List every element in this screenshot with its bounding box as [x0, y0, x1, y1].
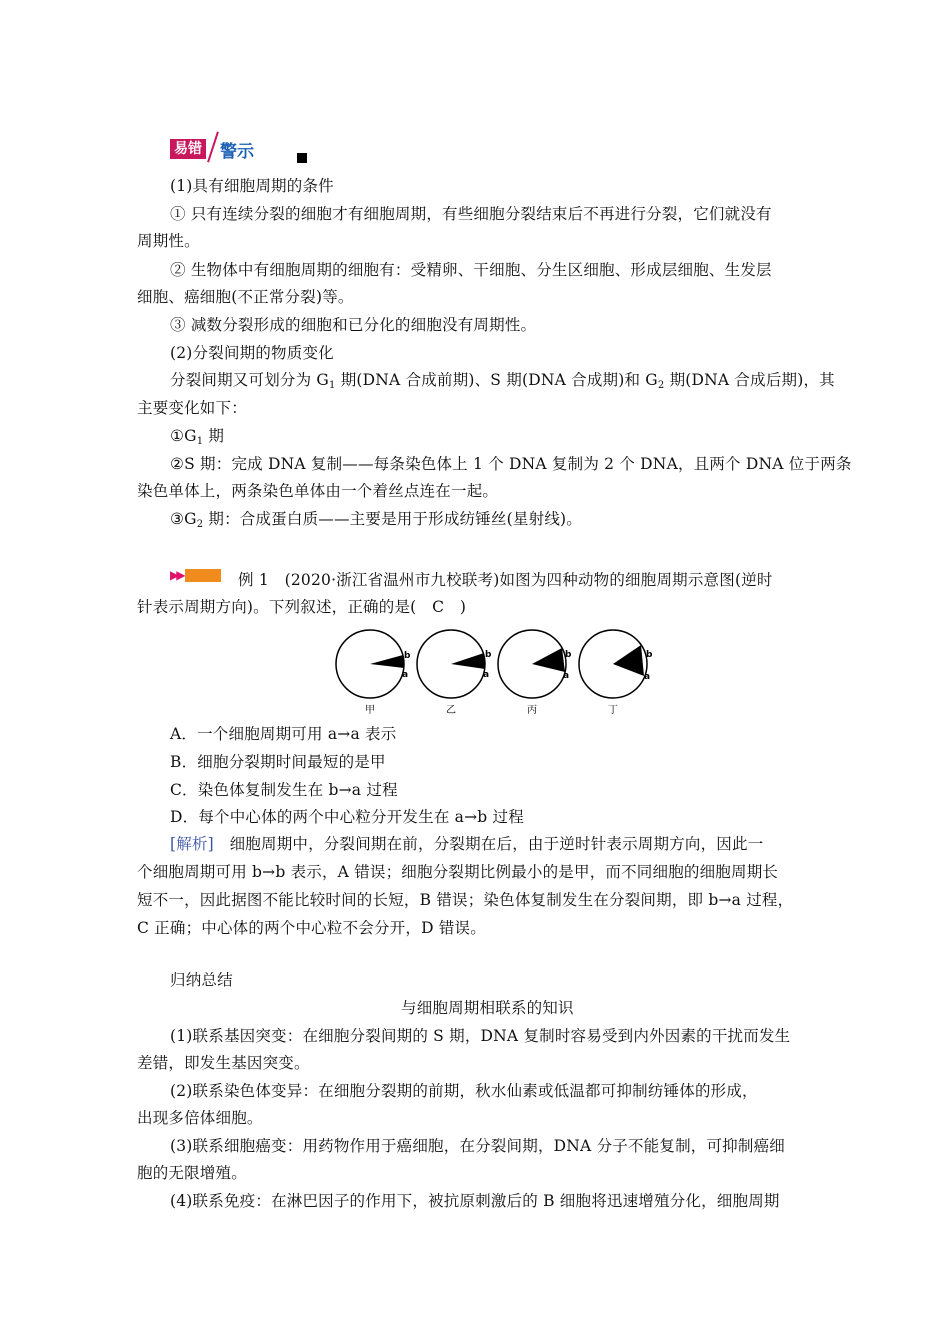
analysis-line-3: 短不一，因此据图不能比较时间的长短，B 错误；染色体复制发生在分裂间期，即 b→a 过程， [137, 891, 794, 909]
option-a: A．一个细胞周期可用 a→a 表示 [170, 725, 397, 743]
summary-line-4a: (4)联系免疫：在淋巴因子的作用下，被抗原刺激后的 B 细胞将迅速增殖分化，细胞周期 [170, 1192, 780, 1210]
summary-line-3b: 胞的无限增殖。 [137, 1164, 247, 1182]
warning-p4b: 主要变化如下： [137, 399, 247, 417]
warning-p3: ③ 减数分裂形成的细胞和已分化的细胞没有周期性。 [170, 316, 537, 334]
analysis-tag: [解析] [170, 835, 214, 853]
example-line-2: 针表示周期方向)。下列叙述，正确的是( C ) [137, 598, 467, 616]
example-line-1: 例 1 (2020·浙江省温州市九校联考)如图为四种动物的细胞周期示意图(逆时 [238, 571, 773, 589]
warning-p1a: ① 只有连续分裂的细胞才有细胞周期，有些细胞分裂结束后不再进行分裂，它们就没有 [170, 205, 772, 223]
warning-g1: $①G_1$ 期 [170, 427, 225, 447]
label-a: a [483, 670, 490, 680]
analysis-line-4: C 正确；中心体的两个中心粒不会分开，D 错误。 [137, 919, 486, 937]
warning-heading-1: (1)具有细胞周期的条件 [170, 177, 334, 195]
label-jia: 甲 [365, 705, 375, 716]
cycle-circle-bing [498, 630, 572, 716]
analysis-line-1: [解析] 细胞周期中，分裂间期在前，分裂期在后，由于逆时针表示周期方向，因此一 [170, 835, 764, 853]
warning-s1: ②S 期：完成 DNA 复制——每条染色体上 1 个 DNA 复制为 2 个 DNA，且两个 DNA 位于两条 [170, 455, 852, 473]
cycle-circle-jia [336, 630, 411, 716]
summary-heading: 归纳总结 [170, 971, 233, 989]
label-ding: 丁 [608, 705, 618, 716]
summary-line-3a: (3)联系细胞癌变：用药物作用于癌细胞，在分裂间期，DNA 分子不能复制，可抑制癌细 [170, 1137, 785, 1155]
option-b: B．细胞分裂期时间最短的是甲 [170, 753, 386, 771]
option-d: D．每个中心体的两个中心粒分开发生在 a→b 过程 [170, 808, 524, 826]
label-b: b [565, 650, 572, 660]
warning-badge-pink: 易错 [170, 139, 206, 159]
label-yi: 乙 [446, 705, 456, 716]
summary-line-2a: (2)联系染色体变异：在细胞分裂期的前期，秋水仙素或低温都可抑制纺锤体的形成， [170, 1082, 758, 1100]
warning-g2: $③G_2$ 期：合成蛋白质——主要是用于形成纺锤丝(星射线)。 [170, 510, 582, 530]
cell-cycle-figure [330, 624, 660, 719]
label-a: a [644, 672, 651, 682]
warning-heading-2: (2)分裂间期的物质变化 [170, 344, 334, 362]
warning-s2: 染色单体上，两条染色单体由一个着丝点连在一起。 [137, 482, 499, 500]
example-marker [170, 568, 221, 582]
summary-line-1a: (1)联系基因突变：在细胞分裂间期的 S 期，DNA 复制时容易受到内外因素的干扰而发生 [170, 1027, 791, 1045]
badge-slash-icon [208, 135, 218, 163]
orange-bar-icon [185, 569, 221, 582]
cycle-circle-yi [417, 630, 492, 716]
label-bing: 丙 [527, 705, 537, 716]
warning-p2b: 细胞、癌细胞(不正常分裂)等。 [137, 288, 354, 306]
analysis-line-2: 个细胞周期可用 b→b 表示，A 错误；细胞分裂期比例最小的是甲，而不同细胞的细胞周期长 [137, 863, 779, 881]
double-arrow-icon: ▶▶ [170, 568, 183, 582]
warning-badge [170, 138, 254, 160]
warning-p1b: 周期性。 [137, 232, 200, 250]
summary-line-2b: 出现多倍体细胞。 [137, 1109, 263, 1127]
label-b: b [404, 651, 411, 661]
black-square-icon [297, 153, 307, 163]
label-a: a [563, 671, 570, 681]
label-b: b [485, 650, 492, 660]
warning-p2a: ② 生物体中有细胞周期的细胞有：受精卵、干细胞、分生区细胞、形成层细胞、生发层 [170, 261, 772, 279]
warning-p4a: 分裂间期又可划分为 $G_1$ 期(DNA 合成前期)、S 期(DNA 合成期)和 $G_2$ 期(DNA 合成后期)，其 [170, 371, 835, 391]
label-a: a [402, 670, 409, 680]
warning-badge-blue: 警示 [220, 141, 254, 162]
label-b: b [646, 650, 653, 660]
summary-line-1b: 差错，即发生基因突变。 [137, 1054, 310, 1072]
summary-title: 与细胞周期相联系的知识 [401, 999, 574, 1017]
option-c: C．染色体复制发生在 b→a 过程 [170, 781, 398, 799]
cycle-circle-ding [579, 630, 653, 716]
